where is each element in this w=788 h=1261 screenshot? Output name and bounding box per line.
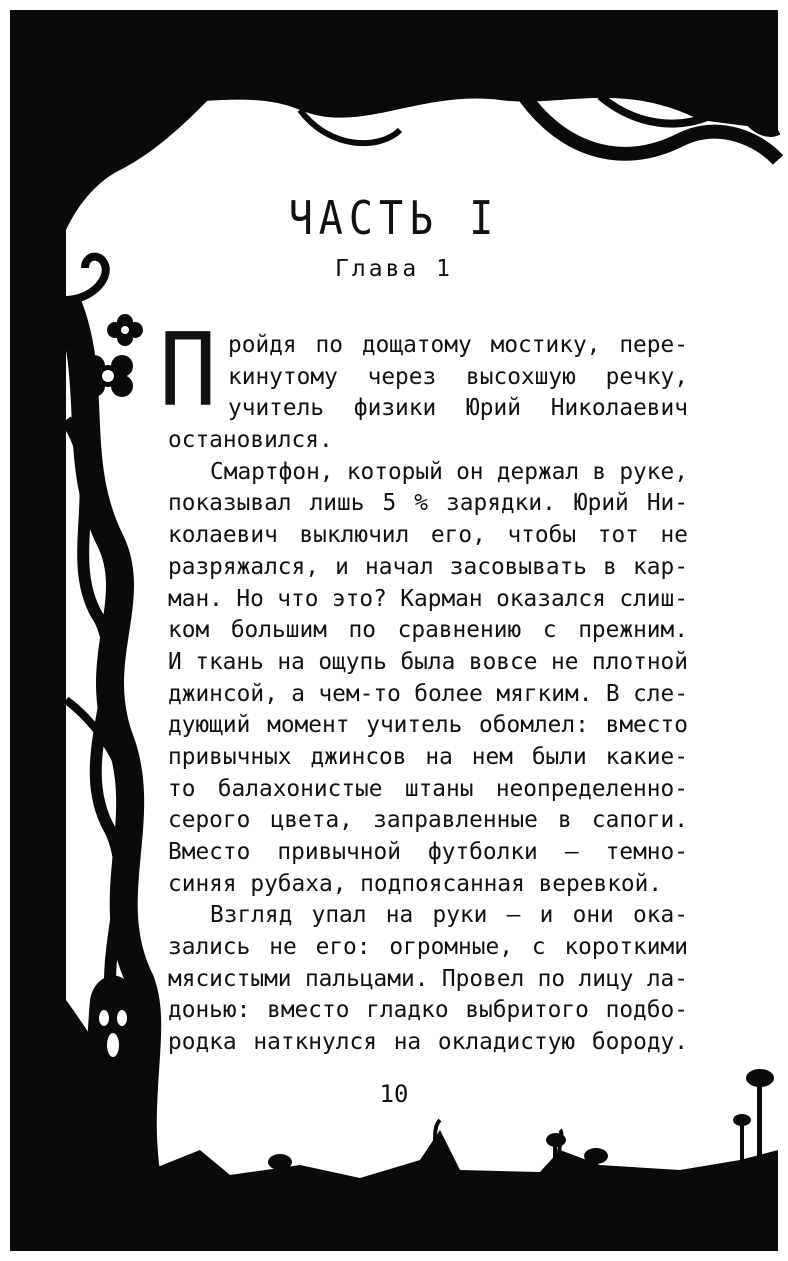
text-line: ройдя по дощатому мостику, пере- xyxy=(228,332,688,358)
text-line: дующий момент учитель обомлел: вместо xyxy=(168,712,688,739)
text-line: ком большим по сравнению с прежним. xyxy=(168,617,688,644)
text-line: мясистыми пальцами. Провел по лицу ла- xyxy=(168,965,688,992)
text-line: кинутому через высохшую речку, xyxy=(228,363,688,390)
drop-cap: П xyxy=(159,311,217,429)
text-line: ман. Но что это? Карман оказался слиш- xyxy=(168,585,688,612)
text-line: И ткань на ощупь была вовсе не плотной xyxy=(168,648,688,675)
text-line: джинсой, а чем-то более мягким. В сле- xyxy=(168,680,688,707)
text-line: остановился. xyxy=(168,427,333,454)
text-line: колаевич выключил его, чтобы тот не xyxy=(168,522,688,549)
text-line: Взгляд упал на руки — и они ока- xyxy=(210,902,688,929)
text-line: Вместо привычной футболки — темно- xyxy=(168,839,688,865)
page-number: 10 xyxy=(379,1080,409,1108)
text-line: то балахонистые штаны неопределенно- xyxy=(168,775,688,802)
text-line: зались не его: огромные, с короткими xyxy=(168,934,688,961)
text-line: показывал лишь 5 % зарядки. Юрий Ни- xyxy=(168,490,688,517)
body-text xyxy=(168,330,688,1059)
chapter-title: Глава 1 xyxy=(335,256,453,282)
text-line: синяя рубаха, подпоясанная веревкой. xyxy=(168,870,663,897)
text-line: серого цвета, заправленные в сапоги. xyxy=(168,807,688,834)
text-line: учитель физики Юрий Николаевич xyxy=(228,395,688,422)
part-title: ЧАСТЬ I xyxy=(288,192,500,246)
text-line: Смартфон, который он держал в руке, xyxy=(210,458,688,485)
text-line: донью: вместо гладко выбритого подбо- xyxy=(168,997,688,1024)
text-line: родка наткнулся на окладистую бороду. xyxy=(168,1029,688,1056)
text-line: привычных джинсов на нем были какие- xyxy=(168,743,688,770)
text-line: разряжался, и начал засовывать в кар- xyxy=(168,553,688,580)
